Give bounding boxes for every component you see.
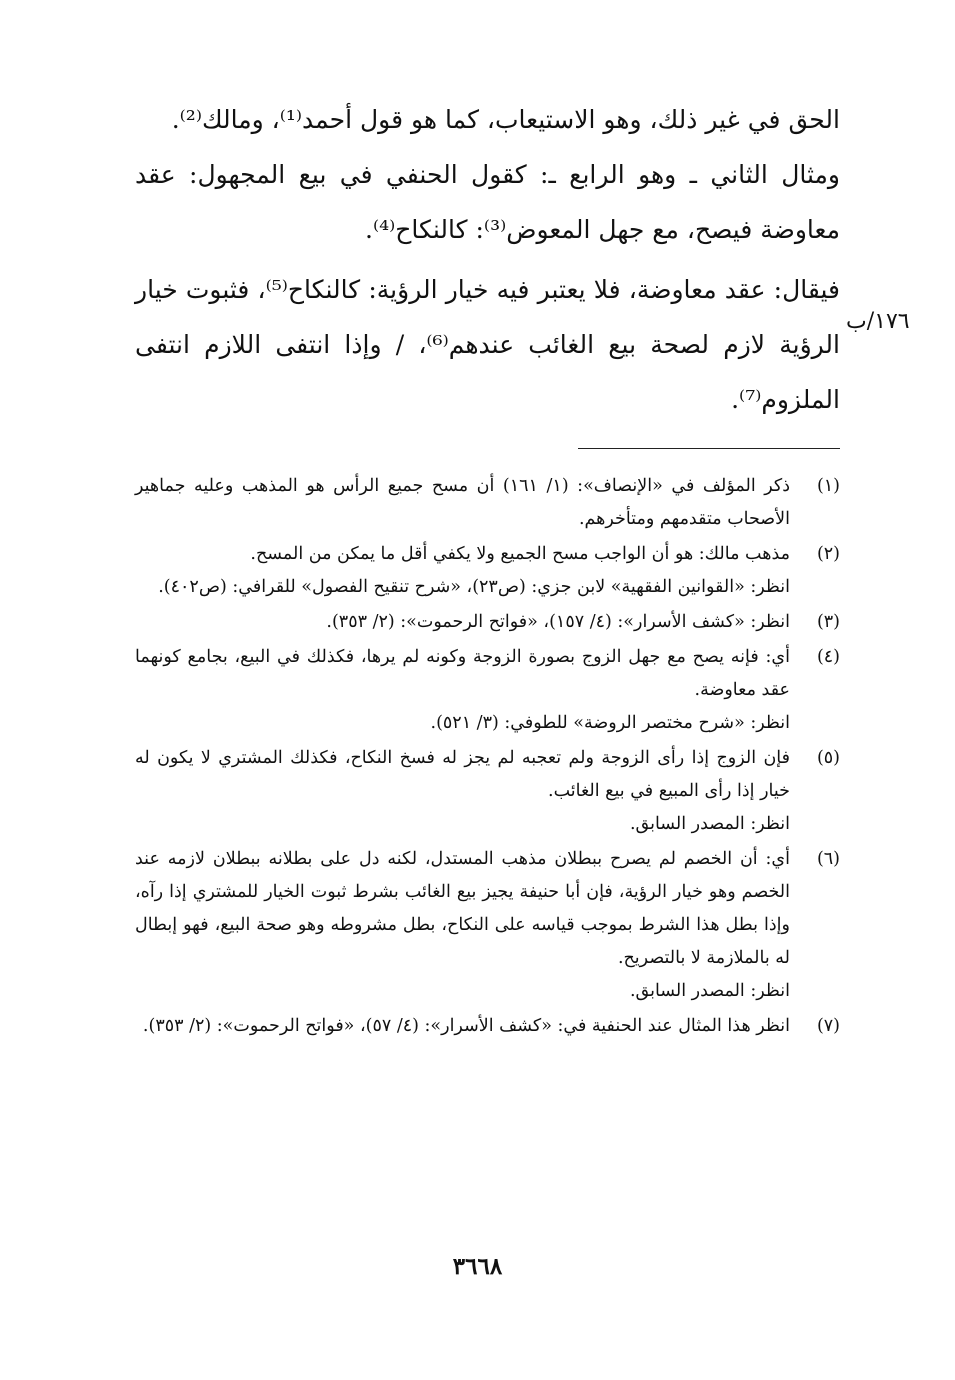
manuscript-folio-marker: ١٧٦/ب — [846, 309, 910, 334]
footnote-number: (٥) — [816, 748, 840, 768]
footnote-reference: انظر: المصدر السابق. — [629, 981, 790, 1001]
footnote-2 — [135, 538, 840, 604]
footnote-1 — [135, 470, 840, 536]
footnote-5 — [135, 742, 840, 841]
page-number: ٣٦٦٨ — [452, 1253, 503, 1280]
footnotes — [135, 470, 840, 1045]
main-text — [135, 92, 840, 432]
footnote-text: فإن الزوج إذا رأى الزوجة ولم تعجبه لم يجز له فسخ النكاح، فكذلك المشتري لا يكون له خيار إذا رأى المبيع في بيع الغائب. — [135, 748, 790, 801]
footnote-reference: انظر: «القوانين الفقهية» لابن جزي: (ص٢٣)، «شرح تنقيح الفصول» للقرافي: (ص٤٠٢). — [158, 577, 790, 597]
main-paragraph-1: الحق في غير ذلك، وهو الاستيعاب، كما هو قول أحمد⁽¹⁾، ومالك⁽²⁾. — [171, 105, 840, 134]
footnote-text: أي: فإنه يصح مع جهل الزوج بصورة الزوجة وكونه لم يرها، فكذلك في البيع، بجامع كونهما عقد معاوضة. — [135, 647, 790, 700]
footnote-reference: انظر: «شرح مختصر الروضة» للطوفي: (٣/ ٥٢١). — [430, 713, 790, 733]
footnote-number: (٦) — [816, 849, 840, 869]
footnote-number: (٢) — [816, 544, 840, 564]
footnote-number: (١) — [816, 476, 840, 496]
footnote-text: أي: أن الخصم لم يصرح ببطلان مذهب المستدل، لكنه دل على بطلانه ببطلان لازمه عند الخصم وهو خيار الرؤية، فإن أبا حنيفة يجيز بيع الغائب بشرط ثبوت الخيار للمشتري إذا رآه، وإذا بطل هذا الشرط بموجب قياسه على النكاح، بطل مشروطه وهو صحة البيع، فهو إبطال له بالملازمة لا بالتصريح. — [135, 849, 790, 968]
footnote-6 — [135, 843, 840, 1008]
main-paragraph-3: فيقال: عقد معاوضة، فلا يعتبر فيه خيار الرؤية: كالنكاح⁽⁵⁾، فثبوت خيار الرؤية لازم لصحة بيع الغائب عندهم⁽⁶⁾، / وإذا انتفى اللازم انتفى الملزوم⁽⁷⁾. — [135, 275, 841, 414]
main-paragraph-2: ومثال الثاني ـ وهو الرابع ـ: كقول الحنفي في بيع المجهول: عقد معاوضة فيصح، مع جهل المعوض⁽³⁾: كالنكاح⁽⁴⁾. — [135, 160, 840, 244]
footnote-reference: انظر: المصدر السابق. — [629, 814, 790, 834]
footnote-text: مذهب مالك: هو أن الواجب مسح الجميع ولا يكفي أقل ما يمكن من المسح. — [250, 544, 790, 564]
footnote-4 — [135, 641, 840, 740]
footnote-text: انظر: «كشف الأسرار»: (٤/ ١٥٧)، «فواتح الرحموت»: (٢/ ٣٥٣). — [326, 612, 790, 632]
footnote-number: (٤) — [816, 647, 840, 667]
footnote-number: (٣) — [816, 612, 840, 632]
footnote-text: ذكر المؤلف في «الإنصاف»: (١/ ١٦١) أن مسح جميع الرأس هو المذهب وعليه جماهير الأصحاب متقدمهم ومتأخرهم. — [135, 476, 791, 529]
footnote-number: (٧) — [816, 1016, 840, 1036]
footnote-7 — [135, 1010, 840, 1043]
footnote-3 — [135, 606, 840, 639]
footnote-text: انظر هذا المثال عند الحنفية في: «كشف الأسرار»: (٤/ ٥٧)، «فواتح الرحموت»: (٢/ ٣٥٣). — [142, 1016, 790, 1036]
footnote-separator — [578, 448, 840, 449]
